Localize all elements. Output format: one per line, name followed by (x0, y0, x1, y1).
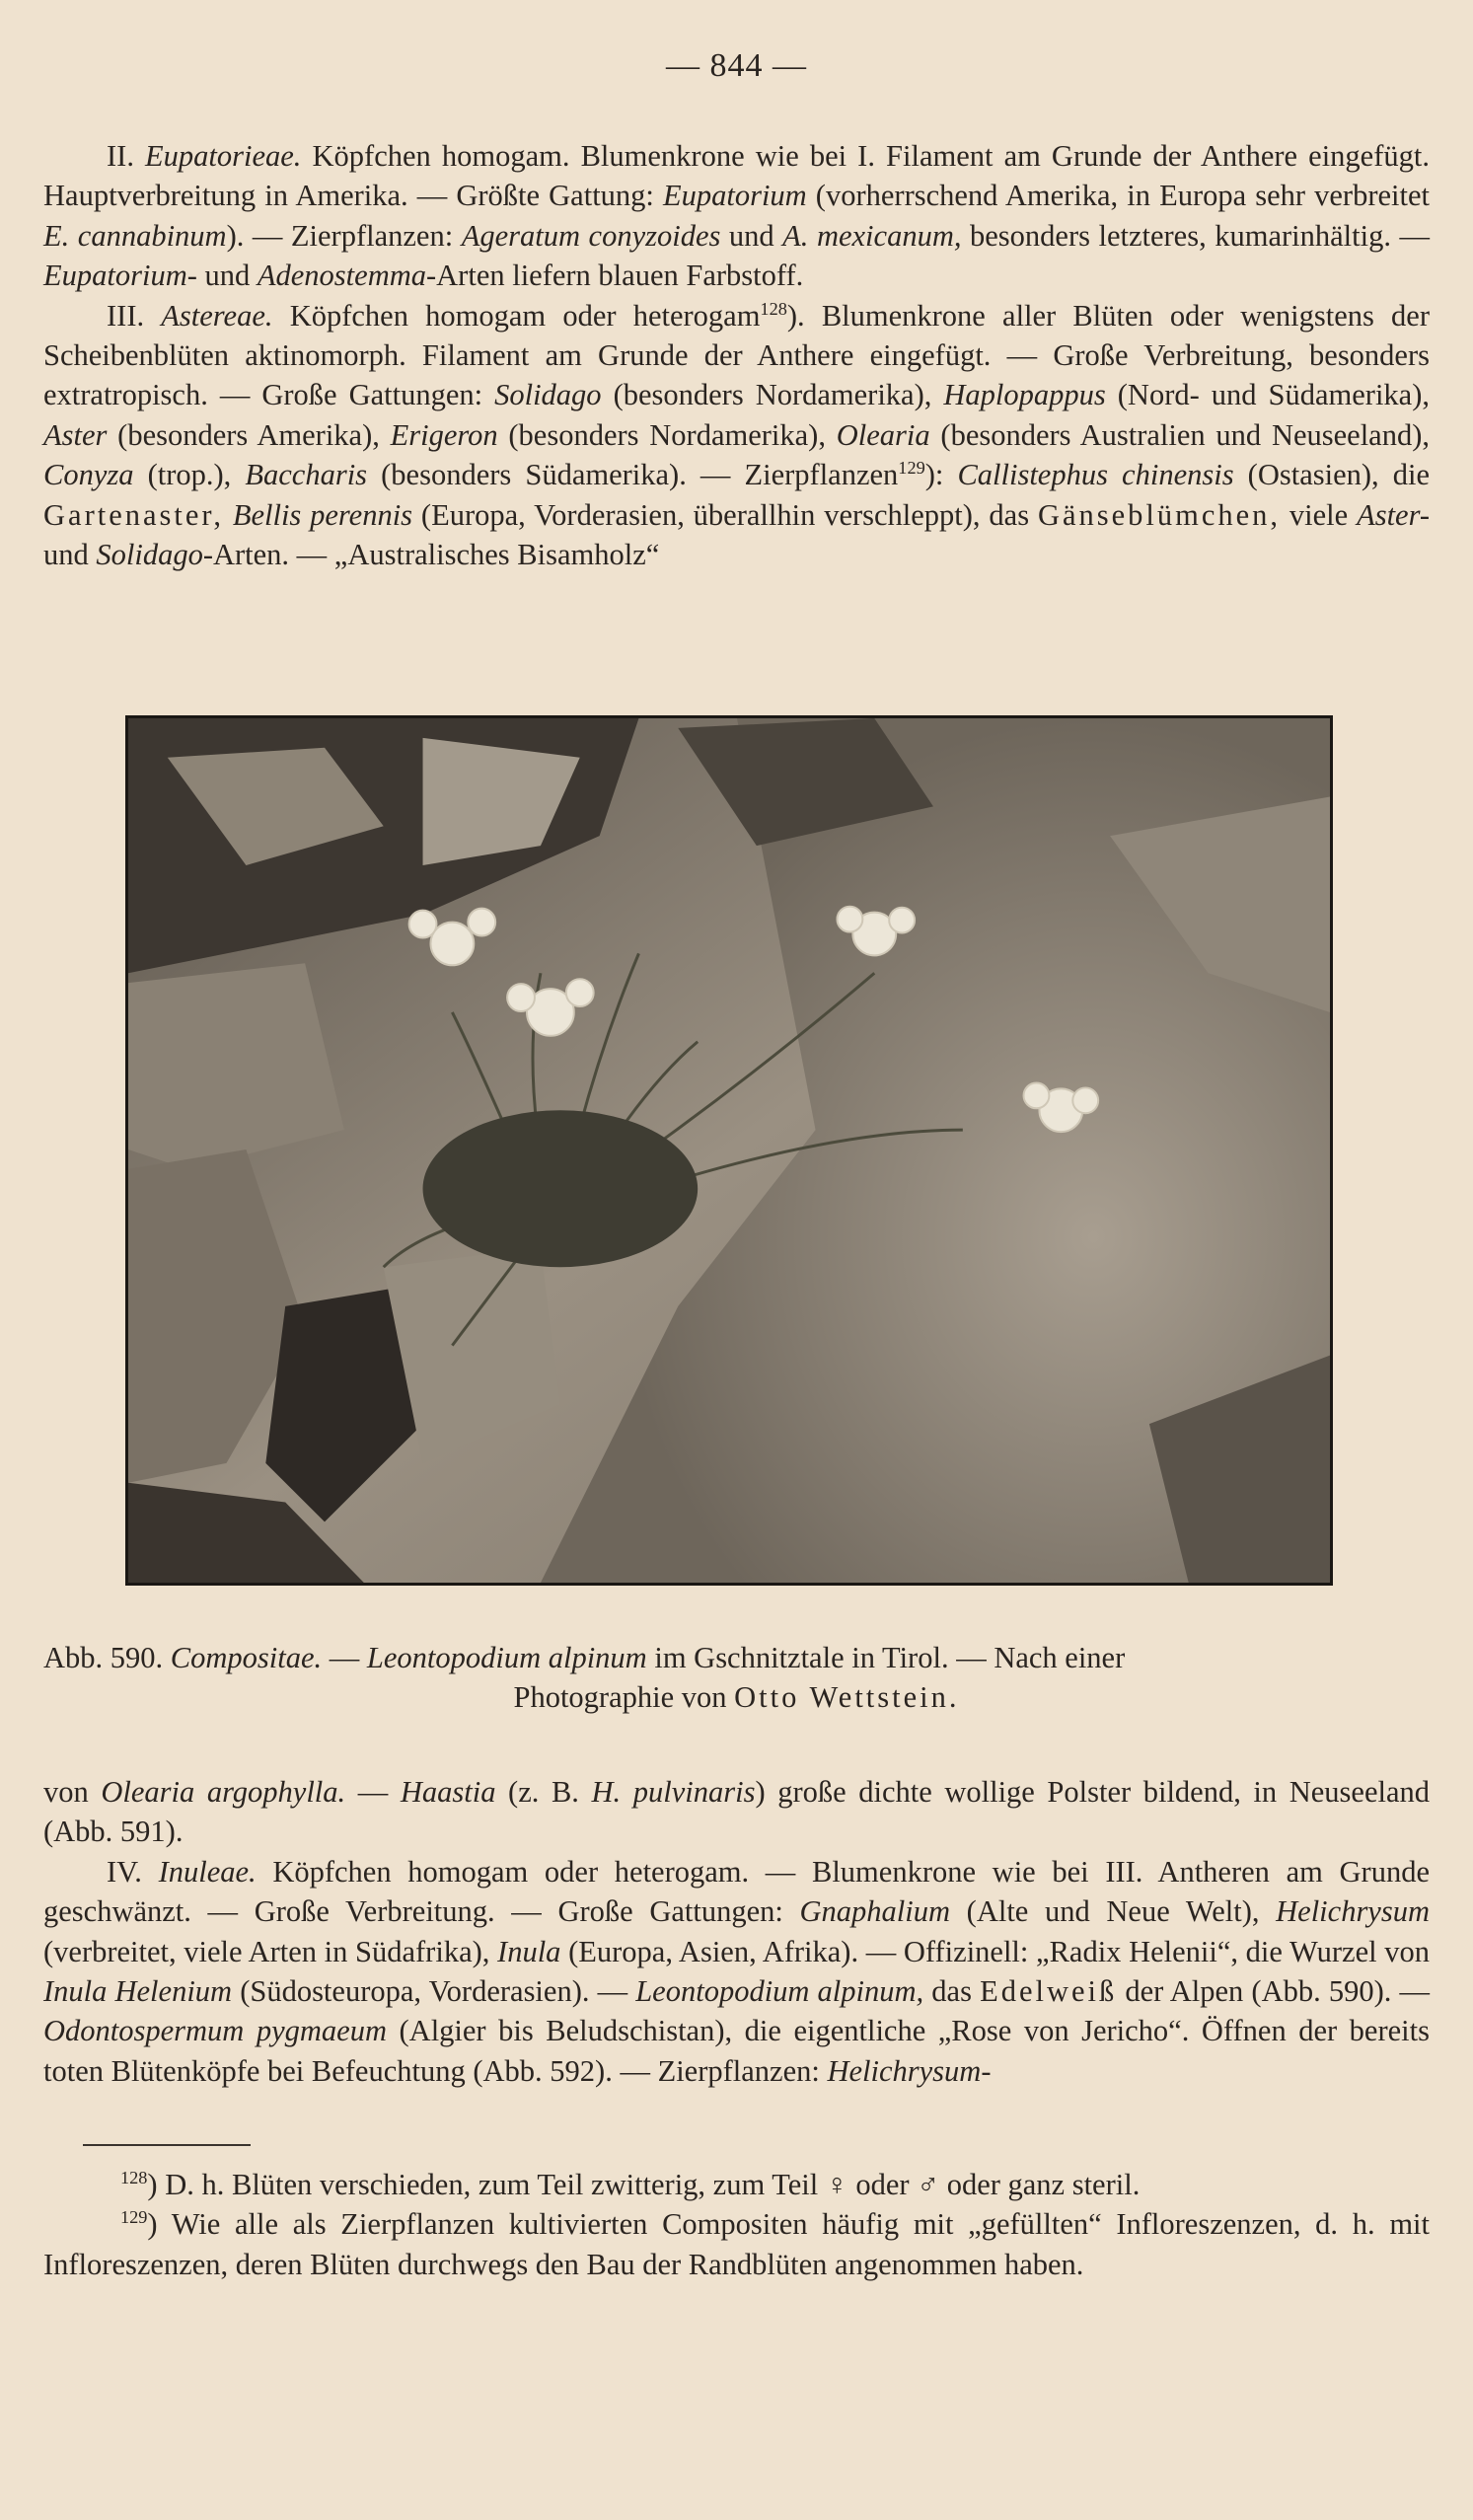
caption-line-2: Photographie von Otto Wettstein. (513, 1680, 960, 1715)
body-text-bottom (43, 1772, 1430, 2091)
paragraph-inuleae: IV. Inuleae. Köpfchen homogam oder heterogam. — Blumenkrone wie bei III. Antheren am Grunde geschwänzt. — Große Verbreitung. — Große Gattungen: Gnaphalium (Alte und Neue Welt), Helichrysum (verbreitet, viele Arten in Südafrika), Inula (Europa, Asien, Afrika). — Offizinell: „Radix Helenii“, die Wurzel von Inula Helenium (Südosteuropa, Vorderasien). — Leontopodium alpinum, das Edelweiß der Alpen (Abb. 590). — Odontospermum pygmaeum (Algier bis Beludschistan), die eigentliche „Rose von Jericho“. Öffnen der bereits toten Blütenköpfe bei Befeuchtung (Abb. 592). — Zierpflanzen: Helichrysum- (43, 1854, 1430, 2088)
caption-line-1: Abb. 590. Compositae. — Leontopodium alpinum im Gschnitztale in Tirol. — Nach einer (43, 1641, 1126, 1674)
footnotes (43, 2165, 1430, 2284)
paragraph-eupatorieae: II. Eupatorieae. Köpfchen homogam. Blumenkrone wie bei I. Filament am Grunde der Anthere eingefügt. Hauptverbreitung in Amerika. — Größte Gattung: Eupatorium (vorherrschend Amerika, in Europa sehr verbreitet E. cannabinum). — Zierpflanzen: Ageratum conyzoides und A. mexicanum, besonders letzteres, kumarinhältig. — Eupatorium- und Adenostemma-Arten liefern blauen Farbstoff. (43, 139, 1430, 293)
page-number: — 844 — (666, 47, 807, 84)
edelweiss-photograph (125, 715, 1333, 1586)
footnote-129: $^{129}$) Wie alle als Zierpflanzen kultivierten Compositen häufig mit „gefüllten“ Infloreszenzen, d. h. mit Infloreszenzen, deren Blüten durchwegs den Bau der Randblüten angenommen haben. (43, 2207, 1430, 2281)
figure-caption (43, 1638, 1430, 1718)
body-text-top (43, 136, 1430, 574)
photo-illustration (128, 718, 1330, 1583)
paragraph-astereae: III. Astereae. Köpfchen homogam oder heterogam$^{128}$). Blumenkrone aller Blüten oder wenigstens der Scheibenblüten aktinomorph. Filament am Grunde der Anthere eingefügt. — Große Verbreitung, besonders extratropisch. — Große Gattungen: Solidago (besonders Nordamerika), Haplopappus (Nord- und Südamerika), Aster (besonders Amerika), Erigeron (besonders Nordamerika), Olearia (besonders Australien und Neuseeland), Conyza (trop.), Baccharis (besonders Südamerika). — Zierpflanzen$^{129}$): Callistephus chinensis (Ostasien), die Gartenaster, Bellis perennis (Europa, Vorderasien, überallhin verschleppt), das Gänseblümchen, viele Aster- und Solidago-Arten. — „Australisches Bisamholz“ (43, 298, 1431, 572)
footnote-divider (83, 2144, 251, 2146)
paragraph-continuation: von Olearia argophylla. — Haastia (z. B. H. pulvinaris) große dichte wollige Polster bildend, in Neuseeland (Abb. 591). (43, 1775, 1431, 1849)
footnote-128: $^{128}$) D. h. Blüten verschieden, zum Teil zwitterig, zum Teil ♀ oder ♂ oder ganz steril. (120, 2167, 1141, 2201)
